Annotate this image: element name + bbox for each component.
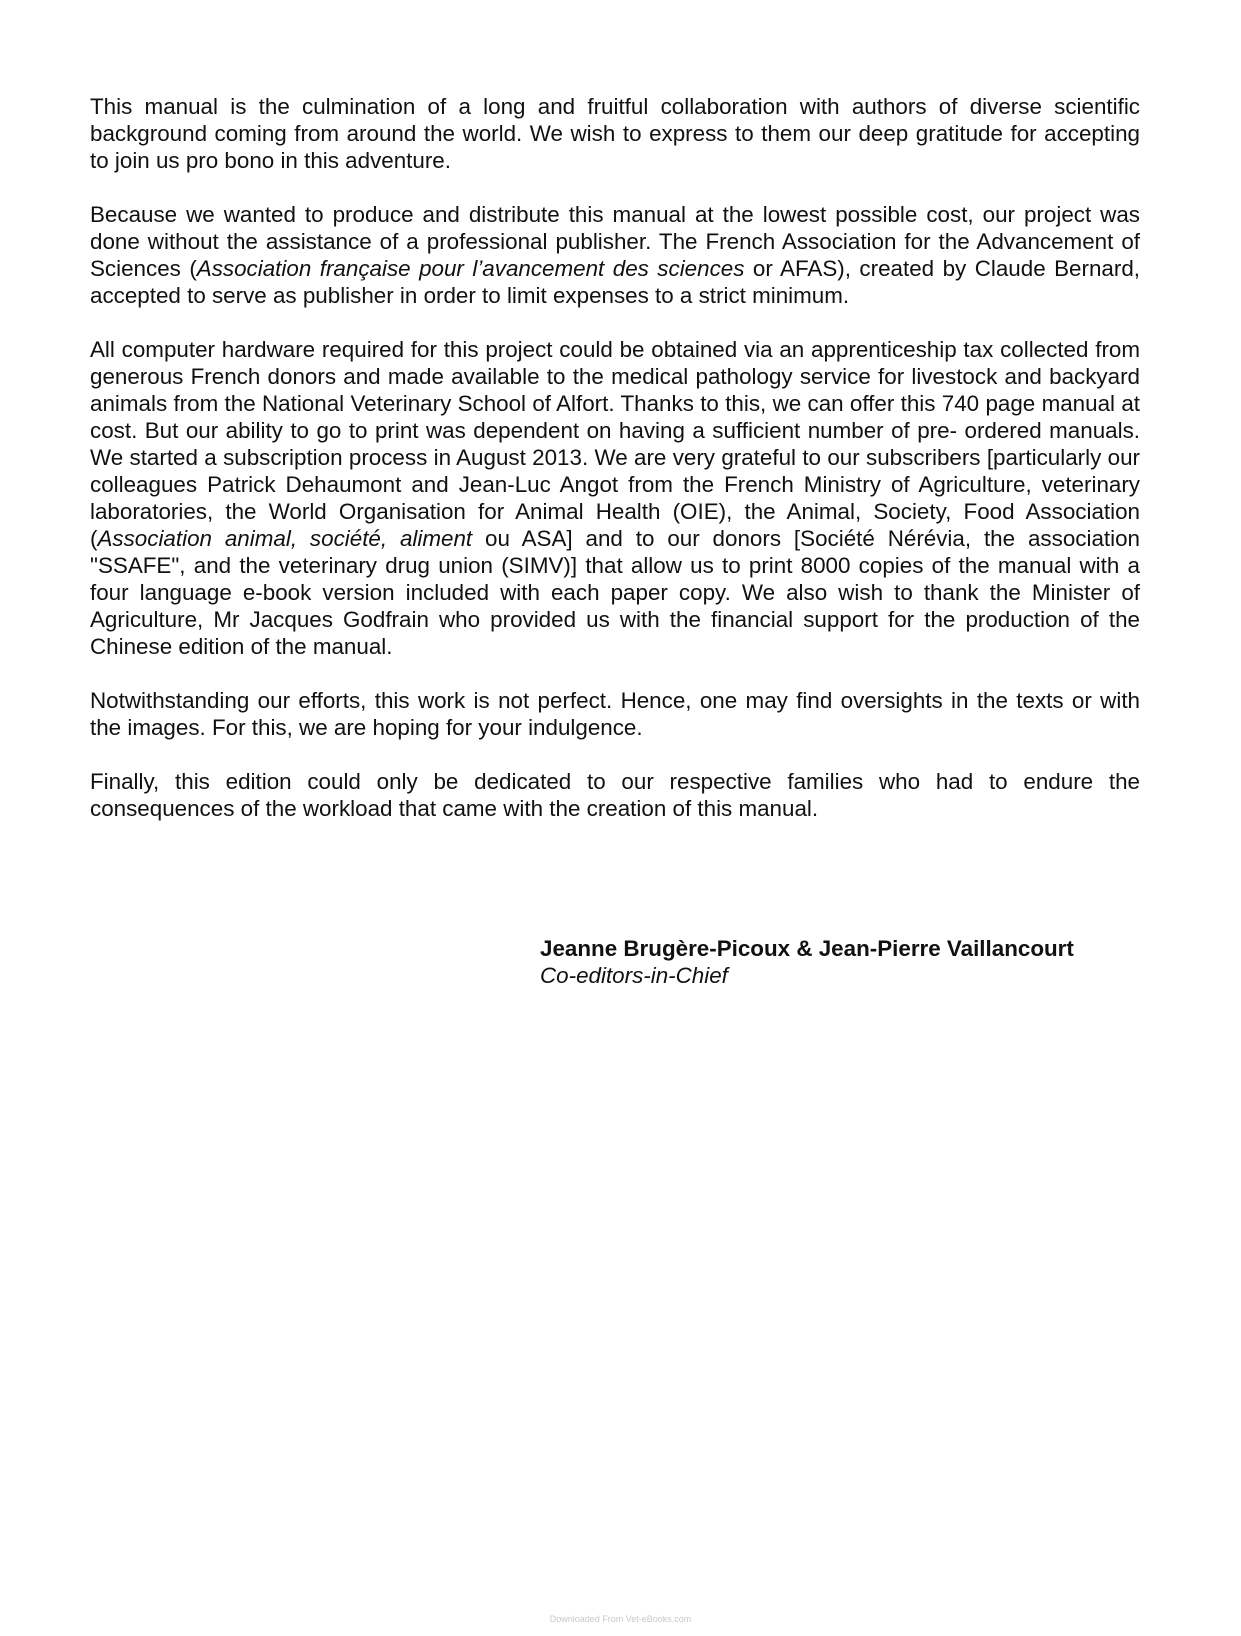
signature-names: Jeanne Brugère-Picoux & Jean-Pierre Vaillancourt (540, 936, 1074, 961)
paragraph-indulgence: Notwithstanding our efforts, this work is not perfect. Hence, one may find oversights in the texts or with the images. For this, we are hoping for your indulgence. (90, 688, 1140, 740)
afas-french-name: Association française pour l’avancement des sciences (196, 256, 745, 281)
signature-block (540, 935, 1140, 989)
paragraph-collaboration: This manual is the culmination of a long and fruitful collaboration with authors of diverse scientific background coming from around the world. We wish to express to them our deep gratitude for accepting to join us pro bono in this adventure. (90, 94, 1140, 173)
signature-role: Co-editors-in-Chief (540, 963, 728, 988)
paragraph-publisher-text-a: Because we wanted to produce and distribute this manual at the lowest possible cost, our project was done without the assistance of a professional publisher. The French Association for the Advancement of Sciences ( (90, 202, 1140, 281)
paragraph-funding-text-a: All computer hardware required for this project could be obtained via an apprenticeship tax collected from generous French donors and made available to the medical pathology service for livestock and backyard animals from the National Veterinary School of Alfort. Thanks to this, we can offer this 740 page manual at cost. But our ability to go to print was dependent on having a sufficient number of pre- ordered manuals. We started a subscription process in August 2013. We are very grateful to our subscribers [particularly our colleagues Patrick Dehaumont and Jean-Luc Angot from the French Ministry of Agriculture, veterinary laboratories, the World Organisation for Animal Health (OIE), the Animal, Society, Food Association ( (90, 337, 1140, 551)
asa-french-name: Association animal, société, aliment (97, 526, 473, 551)
paragraph-dedication: Finally, this edition could only be dedicated to our respective families who had to endure the consequences of the workload that came with the creation of this manual. (90, 769, 1140, 821)
paragraph-publisher (90, 201, 1140, 309)
paragraph-funding (90, 336, 1140, 660)
document-body (90, 93, 1140, 849)
download-watermark: Downloaded From Vet-eBooks.com (549, 1614, 692, 1624)
paragraph-publisher-text-b: or AFAS), created by Claude Bernard, accepted to serve as publisher in order to limit expenses to a strict minimum. (90, 256, 1140, 308)
paragraph-funding-text-b: ou ASA] and to our donors [Société Nérévia, the association "SSAFE", and the veterinary drug union (SIMV)] that allow us to print 8000 copies of the manual with a four language e-book version included with each paper copy. We also wish to thank the Minister of Agriculture, Mr Jacques Godfrain who provided us with the financial support for the production of the Chinese edition of the manual. (90, 526, 1140, 659)
